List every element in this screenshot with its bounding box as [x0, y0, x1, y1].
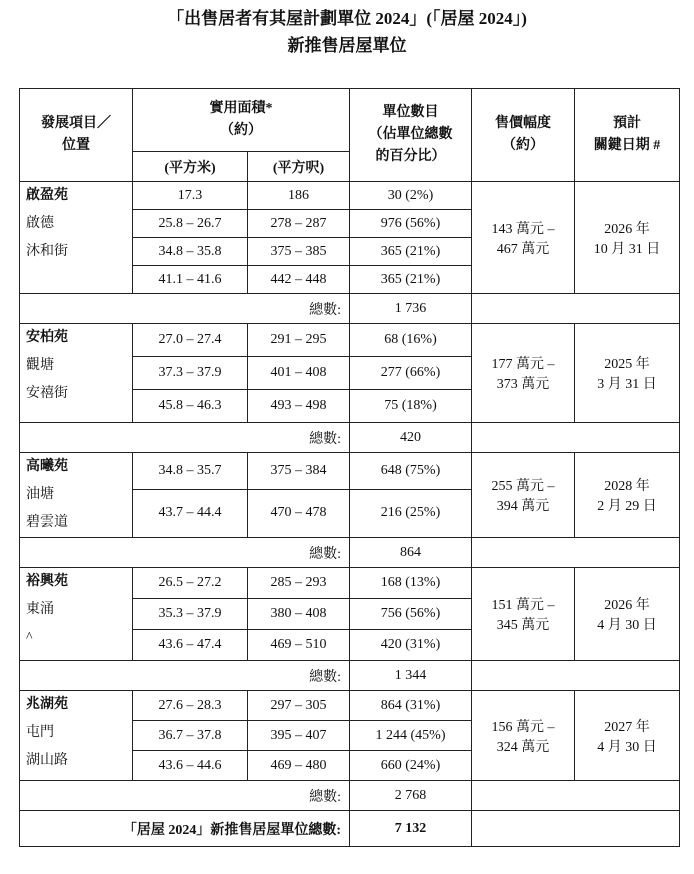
header-units: 單位數目 （佔單位總數 的百分比） [350, 89, 472, 182]
subtotal-label: 總數: [20, 423, 350, 453]
area-sqft-cell: 469 – 480 [248, 751, 350, 781]
area-sqm-cell: 27.6 – 28.3 [133, 691, 248, 721]
area-sqft-cell: 375 – 384 [248, 453, 350, 490]
table-row [20, 182, 680, 210]
area-sqm-cell: 27.0 – 27.4 [133, 324, 248, 357]
project-location: 油塘 [26, 487, 54, 502]
price-range-cell: 177 萬元 – 373 萬元 [472, 324, 575, 423]
area-sqft-cell: 285 – 293 [248, 568, 350, 599]
header-date: 預計 關鍵日期 # [575, 89, 680, 182]
area-sqft-cell: 493 – 498 [248, 390, 350, 423]
document-subtitle: 新推售居屋單位 [287, 36, 407, 55]
area-sqm-cell: 25.8 – 26.7 [133, 210, 248, 238]
area-sqft-cell: 469 – 510 [248, 630, 350, 661]
grand-total-value: 7 132 [350, 811, 472, 847]
units-cell: 365 (21%) [350, 238, 472, 266]
units-cell: 976 (56%) [350, 210, 472, 238]
subtotal-value: 1 344 [350, 661, 472, 691]
project-name: 裕興苑 [26, 574, 68, 589]
project-name: 兆湖苑 [26, 697, 68, 712]
units-cell: 30 (2%) [350, 182, 472, 210]
area-sqm-cell: 43.6 – 44.6 [133, 751, 248, 781]
header-area: 實用面積* （約） [133, 89, 350, 152]
subtotal-row [20, 294, 680, 324]
project-cell [20, 182, 133, 294]
subtotal-row [20, 538, 680, 568]
area-sqm-cell: 35.3 – 37.9 [133, 599, 248, 630]
key-date-cell: 2028 年 2 月 29 日 [575, 453, 680, 538]
project-street: 碧雲道 [26, 515, 68, 530]
area-sqm-cell: 43.6 – 47.4 [133, 630, 248, 661]
table-row [20, 324, 680, 357]
subtotal-row [20, 423, 680, 453]
project-name: 高曦苑 [26, 459, 68, 474]
header-price: 售價幅度 （約） [472, 89, 575, 182]
area-sqm-cell: 41.1 – 41.6 [133, 266, 248, 294]
subtotal-value: 864 [350, 538, 472, 568]
price-range-cell: 143 萬元 – 467 萬元 [472, 182, 575, 294]
subtotal-label: 總數: [20, 538, 350, 568]
units-cell: 1 244 (45%) [350, 721, 472, 751]
area-sqft-cell: 395 – 407 [248, 721, 350, 751]
project-cell [20, 324, 133, 423]
units-cell: 864 (31%) [350, 691, 472, 721]
price-range-cell: 255 萬元 – 394 萬元 [472, 453, 575, 538]
area-sqft-cell: 186 [248, 182, 350, 210]
key-date-cell: 2026 年 4 月 30 日 [575, 568, 680, 661]
subtotal-row [20, 661, 680, 691]
price-range-cell: 151 萬元 – 345 萬元 [472, 568, 575, 661]
table-row [20, 453, 680, 490]
units-cell: 75 (18%) [350, 390, 472, 423]
subtotal-label: 總數: [20, 781, 350, 811]
units-table [19, 88, 680, 847]
area-sqft-cell: 470 – 478 [248, 489, 350, 537]
area-sqft-cell: 380 – 408 [248, 599, 350, 630]
project-cell [20, 568, 133, 661]
subtotal-label: 總數: [20, 661, 350, 691]
units-cell: 68 (16%) [350, 324, 472, 357]
project-cell [20, 453, 133, 538]
project-name: 安柏苑 [26, 330, 68, 345]
subtotal-label: 總數: [20, 294, 350, 324]
area-sqm-cell: 26.5 – 27.2 [133, 568, 248, 599]
project-street: 安禧街 [26, 386, 68, 401]
header-area-sqft: (平方呎) [248, 152, 350, 182]
area-sqm-cell: 34.8 – 35.7 [133, 453, 248, 490]
key-date-cell: 2027 年 4 月 30 日 [575, 691, 680, 781]
key-date-cell: 2025 年 3 月 31 日 [575, 324, 680, 423]
units-cell: 420 (31%) [350, 630, 472, 661]
table-row [20, 691, 680, 721]
area-sqm-cell: 17.3 [133, 182, 248, 210]
price-range-cell: 156 萬元 – 324 萬元 [472, 691, 575, 781]
subtotal-row [20, 781, 680, 811]
document-title: 「出售居者有其屋計劃單位 2024」(「居屋 2024」) [167, 9, 527, 28]
subtotal-value: 1 736 [350, 294, 472, 324]
units-cell: 756 (56%) [350, 599, 472, 630]
area-sqft-cell: 297 – 305 [248, 691, 350, 721]
project-street: 湖山路 [26, 753, 68, 768]
area-sqft-cell: 442 – 448 [248, 266, 350, 294]
units-cell: 168 (13%) [350, 568, 472, 599]
units-cell: 365 (21%) [350, 266, 472, 294]
grand-total-label: 「居屋 2024」新推售居屋單位總數: [20, 811, 350, 847]
units-cell: 660 (24%) [350, 751, 472, 781]
project-location: 啟德 [26, 216, 54, 231]
area-sqm-cell: 45.8 – 46.3 [133, 390, 248, 423]
units-cell: 277 (66%) [350, 357, 472, 390]
project-name: 啟盈苑 [26, 188, 68, 203]
subtotal-value: 420 [350, 423, 472, 453]
area-sqm-cell: 43.7 – 44.4 [133, 489, 248, 537]
area-sqm-cell: 37.3 – 37.9 [133, 357, 248, 390]
project-street: ^ [26, 630, 33, 645]
project-cell [20, 691, 133, 781]
subtotal-value: 2 768 [350, 781, 472, 811]
table-row [20, 568, 680, 599]
area-sqft-cell: 375 – 385 [248, 238, 350, 266]
units-cell: 648 (75%) [350, 453, 472, 490]
key-date-cell: 2026 年 10 月 31 日 [575, 182, 680, 294]
units-cell: 216 (25%) [350, 489, 472, 537]
grand-total-row [20, 811, 680, 847]
project-street: 沐和街 [26, 244, 68, 259]
area-sqm-cell: 34.8 – 35.8 [133, 238, 248, 266]
header-project: 發展項目／ 位置 [20, 89, 133, 182]
area-sqft-cell: 401 – 408 [248, 357, 350, 390]
area-sqm-cell: 36.7 – 37.8 [133, 721, 248, 751]
area-sqft-cell: 278 – 287 [248, 210, 350, 238]
project-location: 觀塘 [26, 358, 54, 373]
project-location: 東涌 [26, 602, 54, 617]
area-sqft-cell: 291 – 295 [248, 324, 350, 357]
header-area-sqm: (平方米) [133, 152, 248, 182]
project-location: 屯門 [26, 725, 54, 740]
